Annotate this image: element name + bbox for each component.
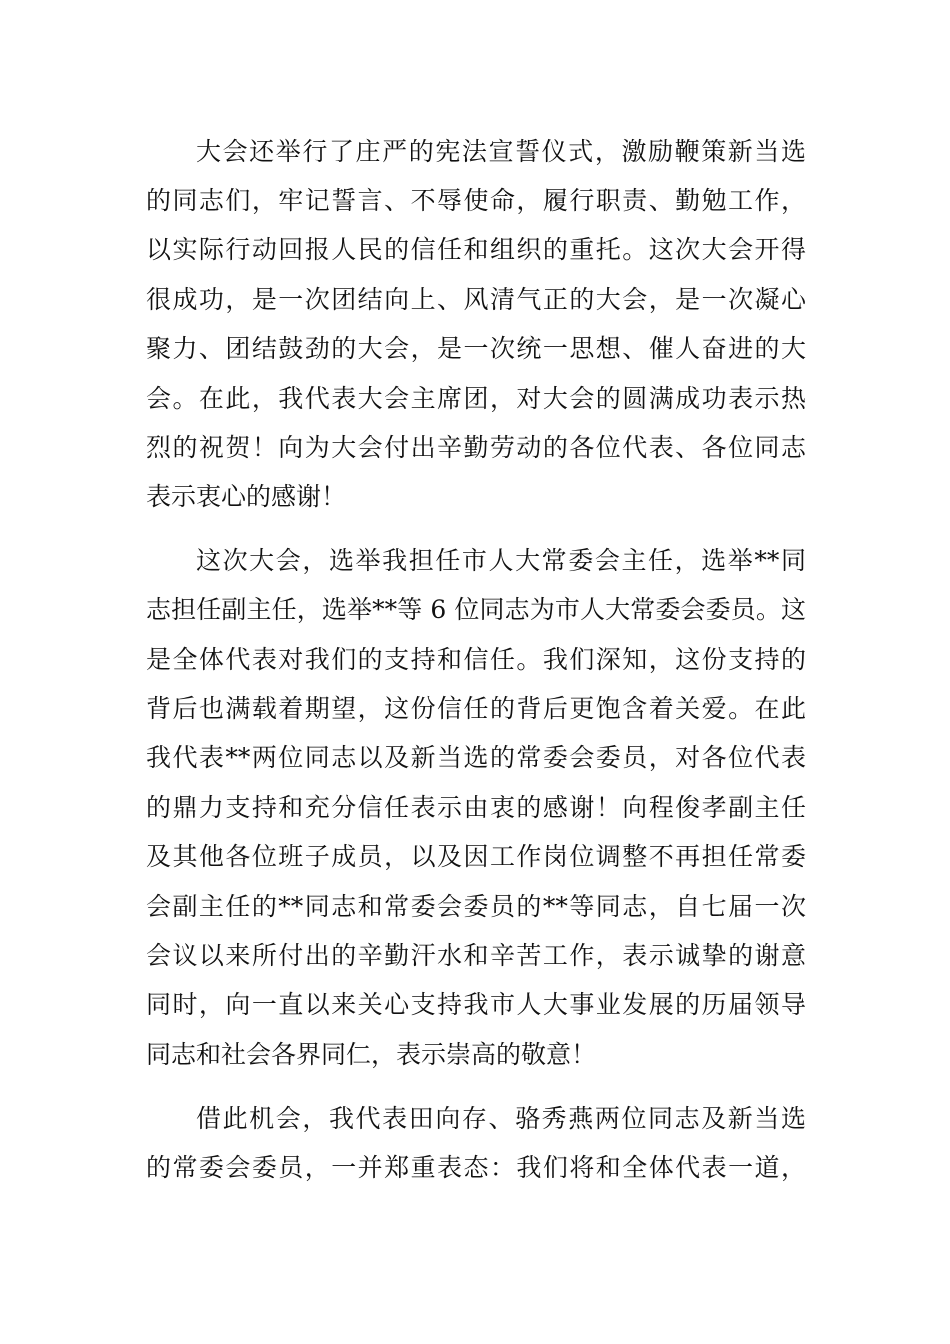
paragraph-2-line-10: 同时，向一直以来关心支持我市人大事业发展的历届领导 <box>146 990 806 1019</box>
paragraph-1-line-7: 烈的祝贺！向为大会付出辛勤劳动的各位代表、各位同志 <box>146 433 806 462</box>
paragraph-1-line-6: 会。在此，我代表大会主席团，对大会的圆满成功表示热 <box>146 384 806 413</box>
paragraph-2-line-8: 会副主任的**同志和常委会委员的**等同志，自七届一次 <box>146 892 806 921</box>
paragraph-1-line-1: 大会还举行了庄严的宪法宣誓仪式，激励鞭策新当选 <box>196 137 806 166</box>
paragraph-1-line-2: 的同志们，牢记誓言、不辱使命，履行职责、勤勉工作， <box>146 186 806 215</box>
paragraph-3-line-1: 借此机会，我代表田向存、骆秀燕两位同志及新当选 <box>196 1104 806 1133</box>
paragraph-1-line-4: 很成功，是一次团结向上、风清气正的大会，是一次凝心 <box>146 285 806 314</box>
paragraph-1-line-5: 聚力、团结鼓劲的大会，是一次统一思想、催人奋进的大 <box>146 334 806 363</box>
paragraph-2-line-11: 同志和社会各界同仁，表示崇高的敬意！ <box>146 1040 597 1069</box>
paragraph-2-line-7: 及其他各位班子成员，以及因工作岗位调整不再担任常委 <box>146 842 806 871</box>
paragraph-2-line-2: 志担任副主任，选举**等 6 位同志为市人大常委会委员。这 <box>146 595 806 624</box>
paragraph-2-line-1: 这次大会，选举我担任市人大常委会主任，选举**同 <box>196 546 806 575</box>
paragraph-2-line-5: 我代表**两位同志以及新当选的常委会委员，对各位代表 <box>146 743 806 772</box>
paragraph-1-line-3: 以实际行动回报人民的信任和组织的重托。这次大会开得 <box>146 235 806 264</box>
paragraph-3-line-2: 的常委会委员，一并郑重表态：我们将和全体代表一道， <box>146 1153 806 1182</box>
paragraph-2-line-4: 背后也满载着期望，这份信任的背后更饱含着关爱。在此 <box>146 694 806 723</box>
paragraph-2-line-3: 是全体代表对我们的支持和信任。我们深知，这份支持的 <box>146 645 806 674</box>
paragraph-2-line-9: 会议以来所付出的辛勤汗水和辛苦工作，表示诚挚的谢意 <box>146 941 806 970</box>
paragraph-2-line-6: 的鼎力支持和充分信任表示由衷的感谢！向程俊孝副主任 <box>146 793 806 822</box>
paragraph-1-line-8: 表示衷心的感谢！ <box>146 482 347 511</box>
